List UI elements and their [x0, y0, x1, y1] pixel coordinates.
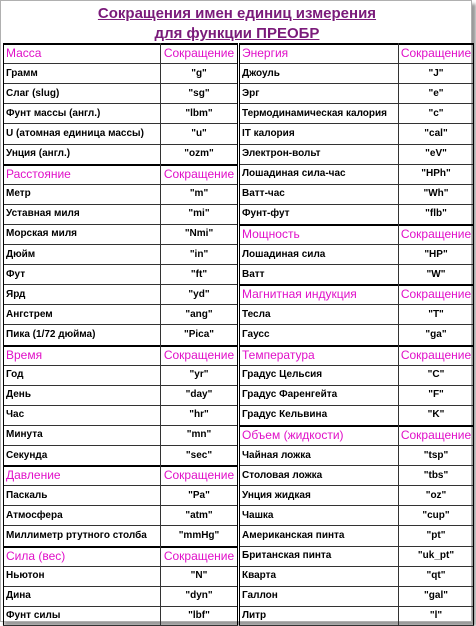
section-header: Масса	[6, 46, 42, 61]
section-header: Время	[6, 347, 43, 362]
unit-name: Унция жидкая	[242, 489, 311, 501]
unit-name: Фунт-фут	[242, 208, 290, 220]
unit-abbreviation: "e"	[428, 87, 444, 99]
unit-name: Секунда	[6, 449, 48, 461]
unit-name: Фут	[6, 268, 26, 280]
unit-name: Термодинамическая калория	[242, 107, 387, 119]
unit-name: Дюйм	[6, 248, 36, 260]
unit-abbreviation: "m"	[189, 188, 209, 200]
unit-name: Джоуль	[242, 67, 280, 79]
unit-abbreviation: "cup"	[422, 509, 450, 521]
unit-abbreviation: "ang"	[185, 308, 213, 320]
unit-abbreviation: "Pica"	[183, 328, 215, 340]
unit-abbreviation: "K"	[427, 409, 445, 421]
unit-abbreviation: "J"	[428, 67, 444, 79]
unit-name: Столовая ложка	[242, 469, 323, 481]
unit-name: Фунт массы (англ.)	[6, 107, 101, 119]
grid-line	[398, 43, 399, 626]
section-abbr-header: Сокращение	[400, 427, 472, 442]
unit-name: Час	[6, 409, 25, 421]
title-line-2: для функции ПРЕОБР	[154, 25, 320, 42]
unit-name: Лошадиная сила	[242, 248, 326, 260]
unit-name: Чайная ложка	[242, 449, 311, 461]
unit-name: Лошадиная сила-час	[242, 168, 346, 180]
section-abbr-header: Сокращение	[400, 226, 472, 241]
unit-abbreviation: "N"	[190, 570, 208, 582]
unit-name: Британская пинта	[242, 550, 332, 562]
section-header: Давление	[6, 468, 61, 483]
unit-name: Уставная миля	[6, 208, 80, 220]
unit-name: Ярд	[6, 288, 26, 300]
section-header: Мощность	[242, 226, 300, 241]
unit-name: Грамм	[6, 67, 38, 79]
unit-name: Фунт силы	[6, 610, 61, 622]
unit-abbreviation: "Pa"	[188, 489, 210, 501]
section-header: Температура	[242, 347, 315, 362]
section-abbr-header: Сокращение	[400, 287, 472, 302]
unit-name: Гаусс	[242, 328, 270, 340]
unit-abbreviation: "yr"	[189, 369, 209, 381]
unit-abbreviation: "eV"	[425, 148, 447, 160]
unit-abbreviation: "T"	[428, 308, 444, 320]
unit-abbreviation: "HPh"	[421, 168, 451, 180]
section-abbr-header: Сокращение	[400, 347, 472, 362]
section-abbr-header: Сокращение	[400, 46, 472, 61]
unit-abbreviation: "qt"	[426, 570, 446, 582]
unit-name: Слаг (slug)	[6, 87, 60, 99]
section-abbr-header: Сокращение	[163, 46, 235, 61]
unit-name: Атмосфера	[6, 509, 63, 521]
title-line-1: Сокращения имен единиц измерения	[97, 5, 377, 22]
unit-abbreviation: "c"	[428, 107, 444, 119]
unit-abbreviation: "hr"	[189, 409, 209, 421]
unit-name: Градус Кельвина	[242, 409, 328, 421]
grid-line	[160, 43, 161, 626]
unit-name: Минута	[6, 429, 43, 441]
section-header: Расстояние	[6, 166, 71, 181]
unit-name: Ватт-час	[242, 188, 285, 200]
section-abbr-header: Сокращение	[163, 166, 235, 181]
unit-abbreviation: "lbf"	[188, 610, 210, 622]
unit-abbreviation: "ozm"	[184, 148, 214, 160]
unit-name: Метр	[6, 188, 31, 200]
unit-name: Ватт	[242, 268, 265, 280]
unit-name: Эрг	[242, 87, 260, 99]
grid-line	[237, 43, 238, 626]
unit-abbreviation: "day"	[185, 389, 213, 401]
unit-name: Ньютон	[6, 570, 45, 582]
unit-abbreviation: "uk_pt"	[417, 550, 455, 562]
unit-abbreviation: "cal"	[424, 127, 448, 139]
unit-abbreviation: "sec"	[185, 449, 213, 461]
unit-abbreviation: "ft"	[190, 268, 208, 280]
unit-abbreviation: "Wh"	[423, 188, 449, 200]
unit-abbreviation: "sg"	[188, 87, 210, 99]
unit-name: Миллиметр ртутного столба	[6, 529, 147, 541]
unit-abbreviation: "atm"	[185, 509, 213, 521]
unit-abbreviation: "l"	[429, 610, 443, 622]
grid-line	[473, 43, 474, 626]
unit-abbreviation: "in"	[189, 248, 209, 260]
section-abbr-header: Сокращение	[163, 468, 235, 483]
unit-abbreviation: "flb"	[425, 208, 447, 220]
unit-name: Морская миля	[6, 228, 78, 240]
unit-abbreviation: "F"	[428, 389, 444, 401]
unit-abbreviation: "mi"	[188, 208, 210, 220]
unit-name: Градус Фаренгейта	[242, 389, 338, 401]
section-abbr-header: Сокращение	[163, 548, 235, 563]
unit-name: IT калория	[242, 127, 295, 139]
unit-name: Дина	[6, 590, 31, 602]
unit-abbreviation: "mmHg"	[178, 529, 220, 541]
document-title	[1, 4, 473, 44]
section-header: Сила (вес)	[6, 548, 66, 563]
unit-name: Паскаль	[6, 489, 48, 501]
units-table	[3, 43, 473, 624]
unit-name: U (атомная единица массы)	[6, 127, 144, 139]
unit-name: Галлон	[242, 590, 278, 602]
unit-name: Кварта	[242, 570, 277, 582]
unit-abbreviation: "u"	[191, 127, 207, 139]
grid-line	[239, 43, 240, 626]
unit-name: Американская пинта	[242, 529, 345, 541]
section-header: Объем (жидкости)	[242, 427, 344, 442]
section-header: Энергия	[242, 46, 289, 61]
unit-abbreviation: "ga"	[425, 328, 447, 340]
unit-abbreviation: "yd"	[188, 288, 210, 300]
unit-name: Год	[6, 369, 24, 381]
unit-abbreviation: "g"	[191, 67, 207, 79]
unit-abbreviation: "tbs"	[423, 469, 449, 481]
unit-abbreviation: "oz"	[425, 489, 447, 501]
unit-name: Тесла	[242, 308, 271, 320]
unit-abbreviation: "HP"	[424, 248, 448, 260]
unit-name: Электрон-вольт	[242, 148, 321, 160]
grid-line	[3, 43, 4, 626]
unit-abbreviation: "gal"	[424, 590, 448, 602]
unit-name: Пика (1/72 дюйма)	[6, 328, 96, 340]
section-abbr-header: Сокращение	[163, 347, 235, 362]
unit-abbreviation: "tsp"	[423, 449, 449, 461]
unit-name: Ангстрем	[6, 308, 53, 320]
unit-abbreviation: "mn"	[186, 429, 212, 441]
unit-name: Унция (англ.)	[6, 148, 71, 160]
unit-name: Чашка	[242, 509, 274, 521]
unit-abbreviation: "Nmi"	[184, 228, 214, 240]
unit-abbreviation: "C"	[427, 369, 445, 381]
unit-name: День	[6, 389, 31, 401]
section-header: Магнитная индукция	[242, 287, 357, 302]
unit-name: Градус Цельсия	[242, 369, 323, 381]
unit-abbreviation: "pt"	[426, 529, 446, 541]
unit-abbreviation: "lbm"	[185, 107, 213, 119]
unit-abbreviation: "dyn"	[185, 590, 213, 602]
unit-name: Литр	[242, 610, 267, 622]
unit-abbreviation: "W"	[426, 268, 446, 280]
